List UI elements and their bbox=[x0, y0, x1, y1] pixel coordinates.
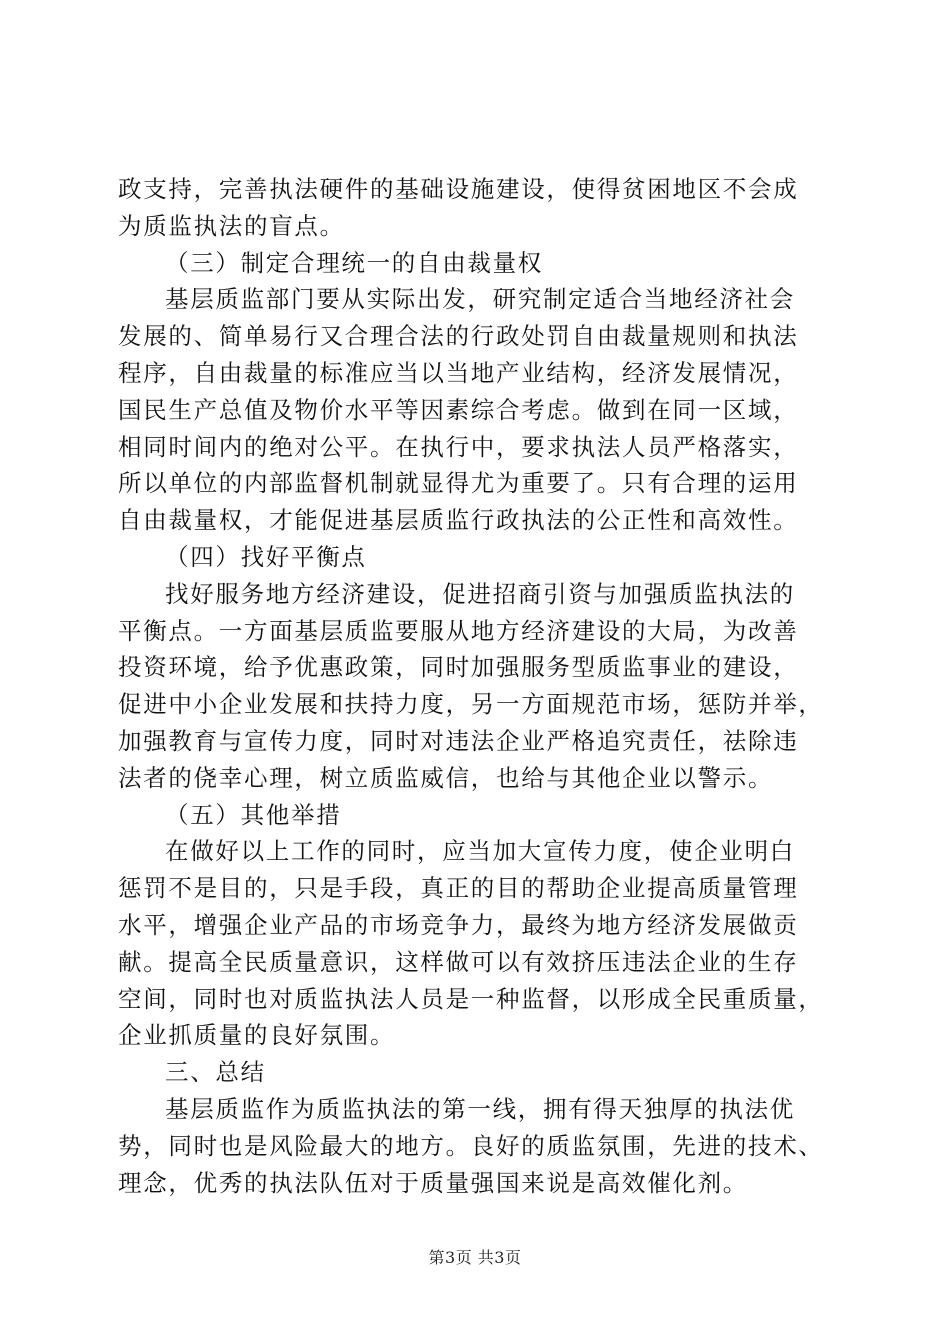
section-heading: （四）找好平衡点 bbox=[165, 542, 367, 571]
paragraph-first-line: 在做好以上工作的同时，应当加大宣传力度，使企业明白 bbox=[165, 837, 795, 866]
paragraph-line: 政支持，完善执法硬件的基础设施建设，使得贫困地区不会成 bbox=[118, 175, 799, 203]
document-body bbox=[118, 171, 834, 1201]
section-heading: （三）制定合理统一的自由裁量权 bbox=[165, 248, 543, 277]
paragraph-line: 理念，优秀的执法队伍对于质量强国来说是高效催化剂。 bbox=[118, 1168, 748, 1197]
paragraph-line: 发展的、简单易行又合理合法的行政处罚自由裁量规则和执法 bbox=[118, 322, 799, 351]
paragraph-line: 水平，增强企业产品的市场竞争力，最终为地方经济发展做贡 bbox=[118, 910, 799, 939]
paragraph-line: 投资环境，给予优惠政策，同时加强服务型质监事业的建设， bbox=[118, 653, 799, 682]
paragraph-first-line: 找好服务地方经济建设，促进招商引资与加强质监执法的 bbox=[165, 579, 795, 608]
paragraph-line: 法者的侥幸心理，树立质监威信，也给与其他企业以警示。 bbox=[118, 763, 774, 792]
paragraph-line: 国民生产总值及物价水平等因素综合考虑。做到在同一区域， bbox=[118, 395, 799, 424]
paragraph-line: 加强教育与宣传力度，同时对违法企业严格追究责任，祛除违 bbox=[118, 726, 799, 755]
paragraph-line: 献。提高全民质量意识，这样做可以有效挤压违法企业的生存 bbox=[118, 947, 799, 976]
paragraph-line: 企业抓质量的良好氛围。 bbox=[118, 1021, 396, 1050]
paragraph-first-line: 基层质监作为质监执法的第一线，拥有得天独厚的执法优 bbox=[165, 1094, 795, 1123]
section-heading: 三、总结 bbox=[165, 1058, 266, 1087]
paragraph-line: 平衡点。一方面基层质监要服从地方经济建设的大局，为改善 bbox=[118, 616, 799, 645]
paragraph-line: 势，同时也是风险最大的地方。良好的质监氛围，先进的技术、 bbox=[118, 1131, 824, 1160]
paragraph-first-line: 基层质监部门要从实际出发，研究制定适合当地经济社会 bbox=[165, 285, 795, 314]
paragraph-line: 程序，自由裁量的标准应当以当地产业结构，经济发展情况， bbox=[118, 358, 799, 387]
page-footer: 第3页 共3页 bbox=[428, 1248, 522, 1267]
paragraph-line: 惩罚不是目的，只是手段，真正的目的帮助企业提高质量管理 bbox=[118, 874, 799, 903]
paragraph-line: 促进中小企业发展和扶持力度，另一方面规范市场，惩防并举， bbox=[118, 690, 824, 719]
paragraph-line: 相同时间内的绝对公平。在执行中，要求执法人员严格落实， bbox=[118, 432, 799, 461]
paragraph-line: 自由裁量权，才能促进基层质监行政执法的公正性和高效性。 bbox=[118, 506, 799, 535]
section-heading: （五）其他举措 bbox=[165, 800, 342, 829]
paragraph-line: 空间，同时也对质监执法人员是一种监督，以形成全民重质量， bbox=[118, 984, 824, 1013]
paragraph-line: 所以单位的内部监督机制就显得尤为重要了。只有合理的运用 bbox=[118, 469, 799, 498]
paragraph-line: 为质监执法的盲点。 bbox=[118, 211, 345, 240]
